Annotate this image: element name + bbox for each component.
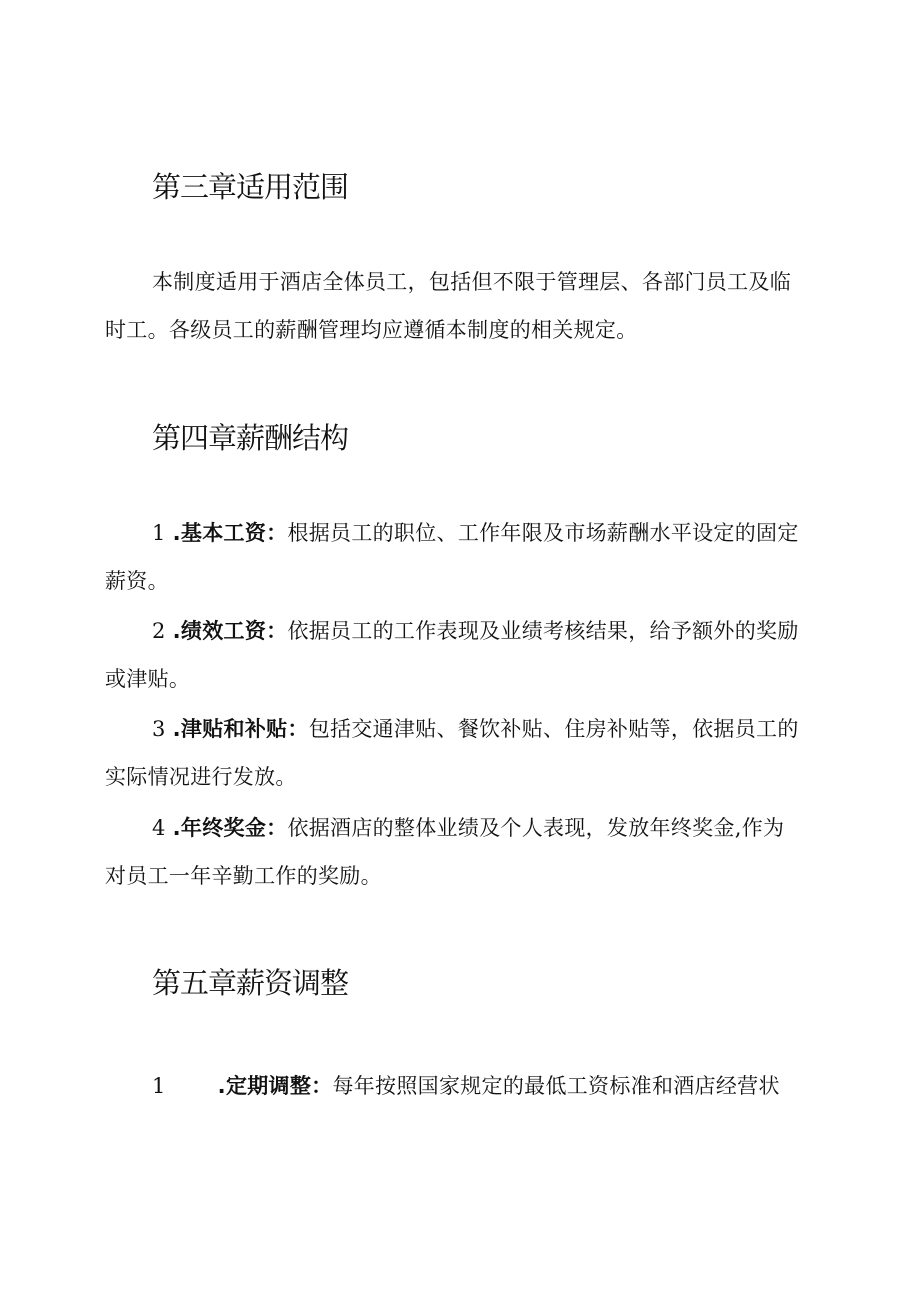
chapter-5-item-1-line-1 xyxy=(152,1076,814,1097)
item-number: 2 xyxy=(152,619,166,643)
chapter-3-title: 第三章适用范围 xyxy=(152,170,349,204)
item-1-line-1 xyxy=(152,523,814,544)
item-3-line-2: 实际情况进行发放。 xyxy=(105,765,297,789)
item-text: 每年按照国家规定的最低工资标准和酒店经营状 xyxy=(332,1074,780,1098)
item-number: 4 xyxy=(152,816,166,840)
chapter-4-item-2 xyxy=(105,619,814,691)
chapter-4-item-4 xyxy=(105,816,814,888)
chapter-4-item-1 xyxy=(105,521,814,593)
item-3-line-1 xyxy=(152,719,814,740)
item-text: 根据员工的职位、工作年限及市场薪酬水平设定的固定 xyxy=(287,521,799,545)
item-4-line-1 xyxy=(152,818,814,839)
item-label: .定期调整： xyxy=(217,1074,333,1098)
item-number: 3 xyxy=(152,717,166,741)
item-text: 依据酒店的整体业绩及个人表现，发放年终奖金,作为 xyxy=(287,816,785,840)
item-text: 包括交通津贴、餐饮补贴、住房补贴等，依据员工的 xyxy=(308,717,799,741)
item-text: 依据员工的工作表现及业绩考核结果，给予额外的奖励 xyxy=(287,619,799,643)
chapter-5-title: 第五章薪资调整 xyxy=(152,966,349,1000)
chapter-5-item-1 xyxy=(152,1076,814,1097)
chapter-3-line-2: 时工。各级员工的薪酬管理均应遵循本制度的相关规定。 xyxy=(105,318,638,342)
item-2-line-2: 或津贴。 xyxy=(105,667,191,691)
chapter-4-title: 第四章薪酬结构 xyxy=(152,421,349,455)
chapter-3-line-1: 本制度适用于酒店全体员工，包括但不限于管理层、各部门员工及临 xyxy=(152,270,791,294)
item-label: .绩效工资： xyxy=(172,619,288,643)
item-2-line-1 xyxy=(152,621,814,642)
item-label: .基本工资： xyxy=(172,521,288,545)
item-4-line-2: 对员工一年辛勤工作的奖励。 xyxy=(105,864,382,888)
chapter-4-item-3 xyxy=(105,717,814,789)
item-label: .津贴和补贴： xyxy=(172,717,309,741)
item-number: 1 xyxy=(152,1074,166,1098)
item-label: .年终奖金： xyxy=(172,816,288,840)
chapter-3-paragraph xyxy=(105,270,814,342)
item-number: 1 xyxy=(152,521,166,545)
item-1-line-2: 薪资。 xyxy=(105,569,169,593)
